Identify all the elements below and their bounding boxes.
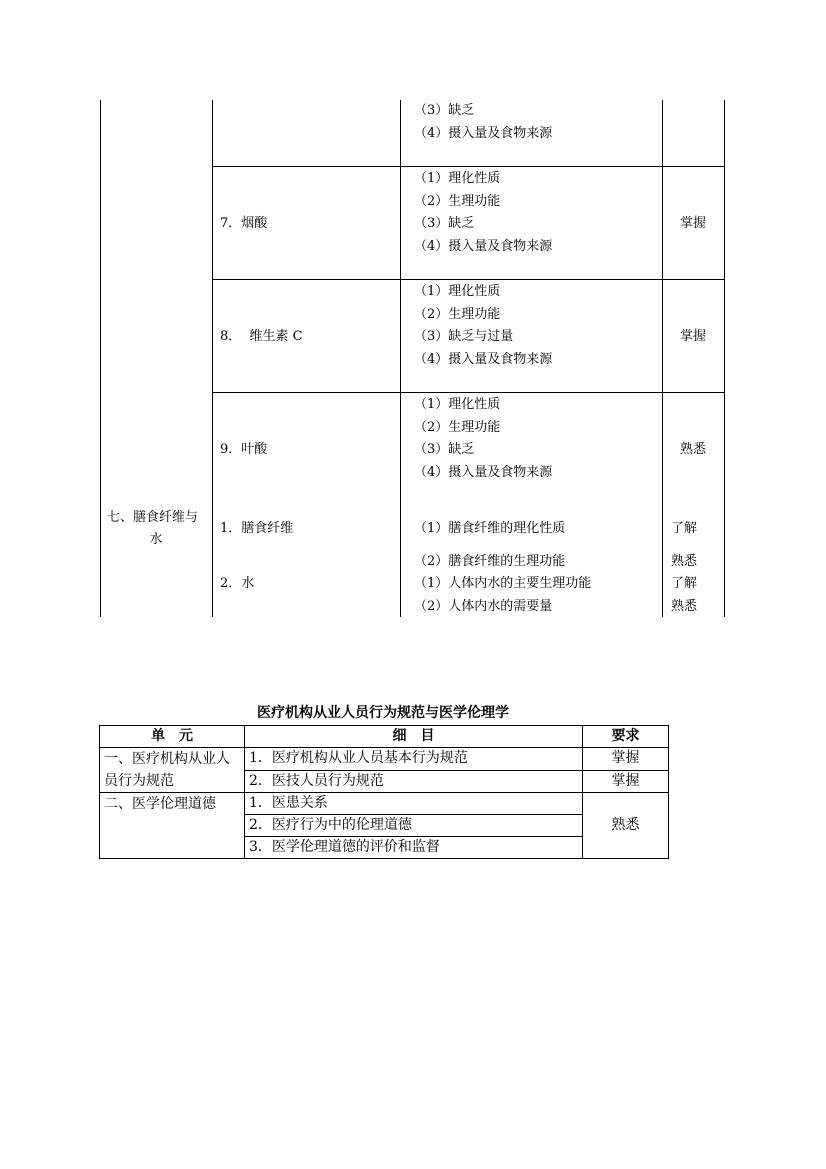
requirement-label: 掌握 (680, 329, 707, 344)
requirement-label: 熟悉 (680, 442, 707, 457)
header-item: 细 目 (245, 726, 583, 748)
section-title: 医疗机构从业人员行为规范与医学伦理学 (257, 705, 509, 721)
detail-line: （3）缺乏 (414, 103, 475, 118)
detail-line: （2）人体内水的需要量 (414, 599, 553, 614)
requirement-label: 熟悉 (671, 599, 698, 614)
table-row (100, 748, 669, 771)
requirement-label: 熟悉 (671, 554, 698, 569)
table-border-col2 (400, 100, 401, 617)
item-cell: 3．医学伦理道德的评价和监督 (245, 837, 583, 859)
header-unit: 单 元 (100, 726, 245, 748)
requirement-label: 了解 (671, 521, 698, 536)
item-folic-acid: 9．叶酸 (220, 442, 268, 457)
table-row (100, 793, 669, 815)
detail-line: （1）理化性质 (414, 397, 501, 412)
item-niacin: 7．烟酸 (220, 216, 268, 231)
requirement-label: 了解 (671, 576, 698, 591)
table-border-col1 (212, 100, 213, 617)
detail-line: （1）人体内水的主要生理功能 (414, 576, 592, 591)
requirement-cell: 熟悉 (583, 793, 669, 859)
item-cell: 2．医疗行为中的伦理道德 (245, 815, 583, 837)
detail-line: （4）摄入量及食物来源 (414, 239, 553, 254)
row-divider (212, 392, 725, 393)
item-cell: 1．医患关系 (245, 793, 583, 815)
requirement-label: 掌握 (680, 216, 707, 231)
table-header-row (100, 726, 669, 748)
item-dietary-fiber: 1．膳食纤维 (220, 521, 294, 536)
unit-label: 水 (149, 532, 163, 547)
ethics-table (99, 725, 669, 859)
detail-line: （4）摄入量及食物来源 (414, 126, 553, 141)
item-vitamin-c: 8． 维生素 C (220, 329, 303, 344)
unit-cell: 一、医疗机构从业人员行为规范 (100, 748, 245, 793)
unit-cell: 二、医学伦理道德 (100, 793, 245, 859)
detail-line: （1）膳食纤维的理化性质 (414, 521, 566, 536)
detail-line: （4）摄入量及食物来源 (414, 465, 553, 480)
detail-line: （1）理化性质 (414, 284, 501, 299)
requirement-cell: 掌握 (583, 748, 669, 771)
detail-line: （1）理化性质 (414, 171, 501, 186)
row-divider (212, 279, 725, 280)
row-divider (212, 166, 725, 167)
item-water: 2．水 (220, 576, 255, 591)
detail-line: （3）缺乏与过量 (414, 329, 514, 344)
unit-label: 七、膳食纤维与 (107, 510, 199, 525)
detail-line: （2）生理功能 (414, 420, 501, 435)
detail-line: （2）生理功能 (414, 307, 501, 322)
detail-line: （2）生理功能 (414, 194, 501, 209)
detail-line: （4）摄入量及食物来源 (414, 352, 553, 367)
table-border-col3 (662, 100, 663, 617)
requirement-cell: 掌握 (583, 770, 669, 793)
detail-line: （2）膳食纤维的生理功能 (414, 554, 566, 569)
detail-line: （3）缺乏 (414, 442, 475, 457)
detail-line: （3）缺乏 (414, 216, 475, 231)
item-cell: 2．医技人员行为规范 (245, 770, 583, 793)
item-cell: 1．医疗机构从业人员基本行为规范 (245, 748, 583, 771)
header-requirement: 要求 (583, 726, 669, 748)
table-border-right (724, 100, 725, 617)
